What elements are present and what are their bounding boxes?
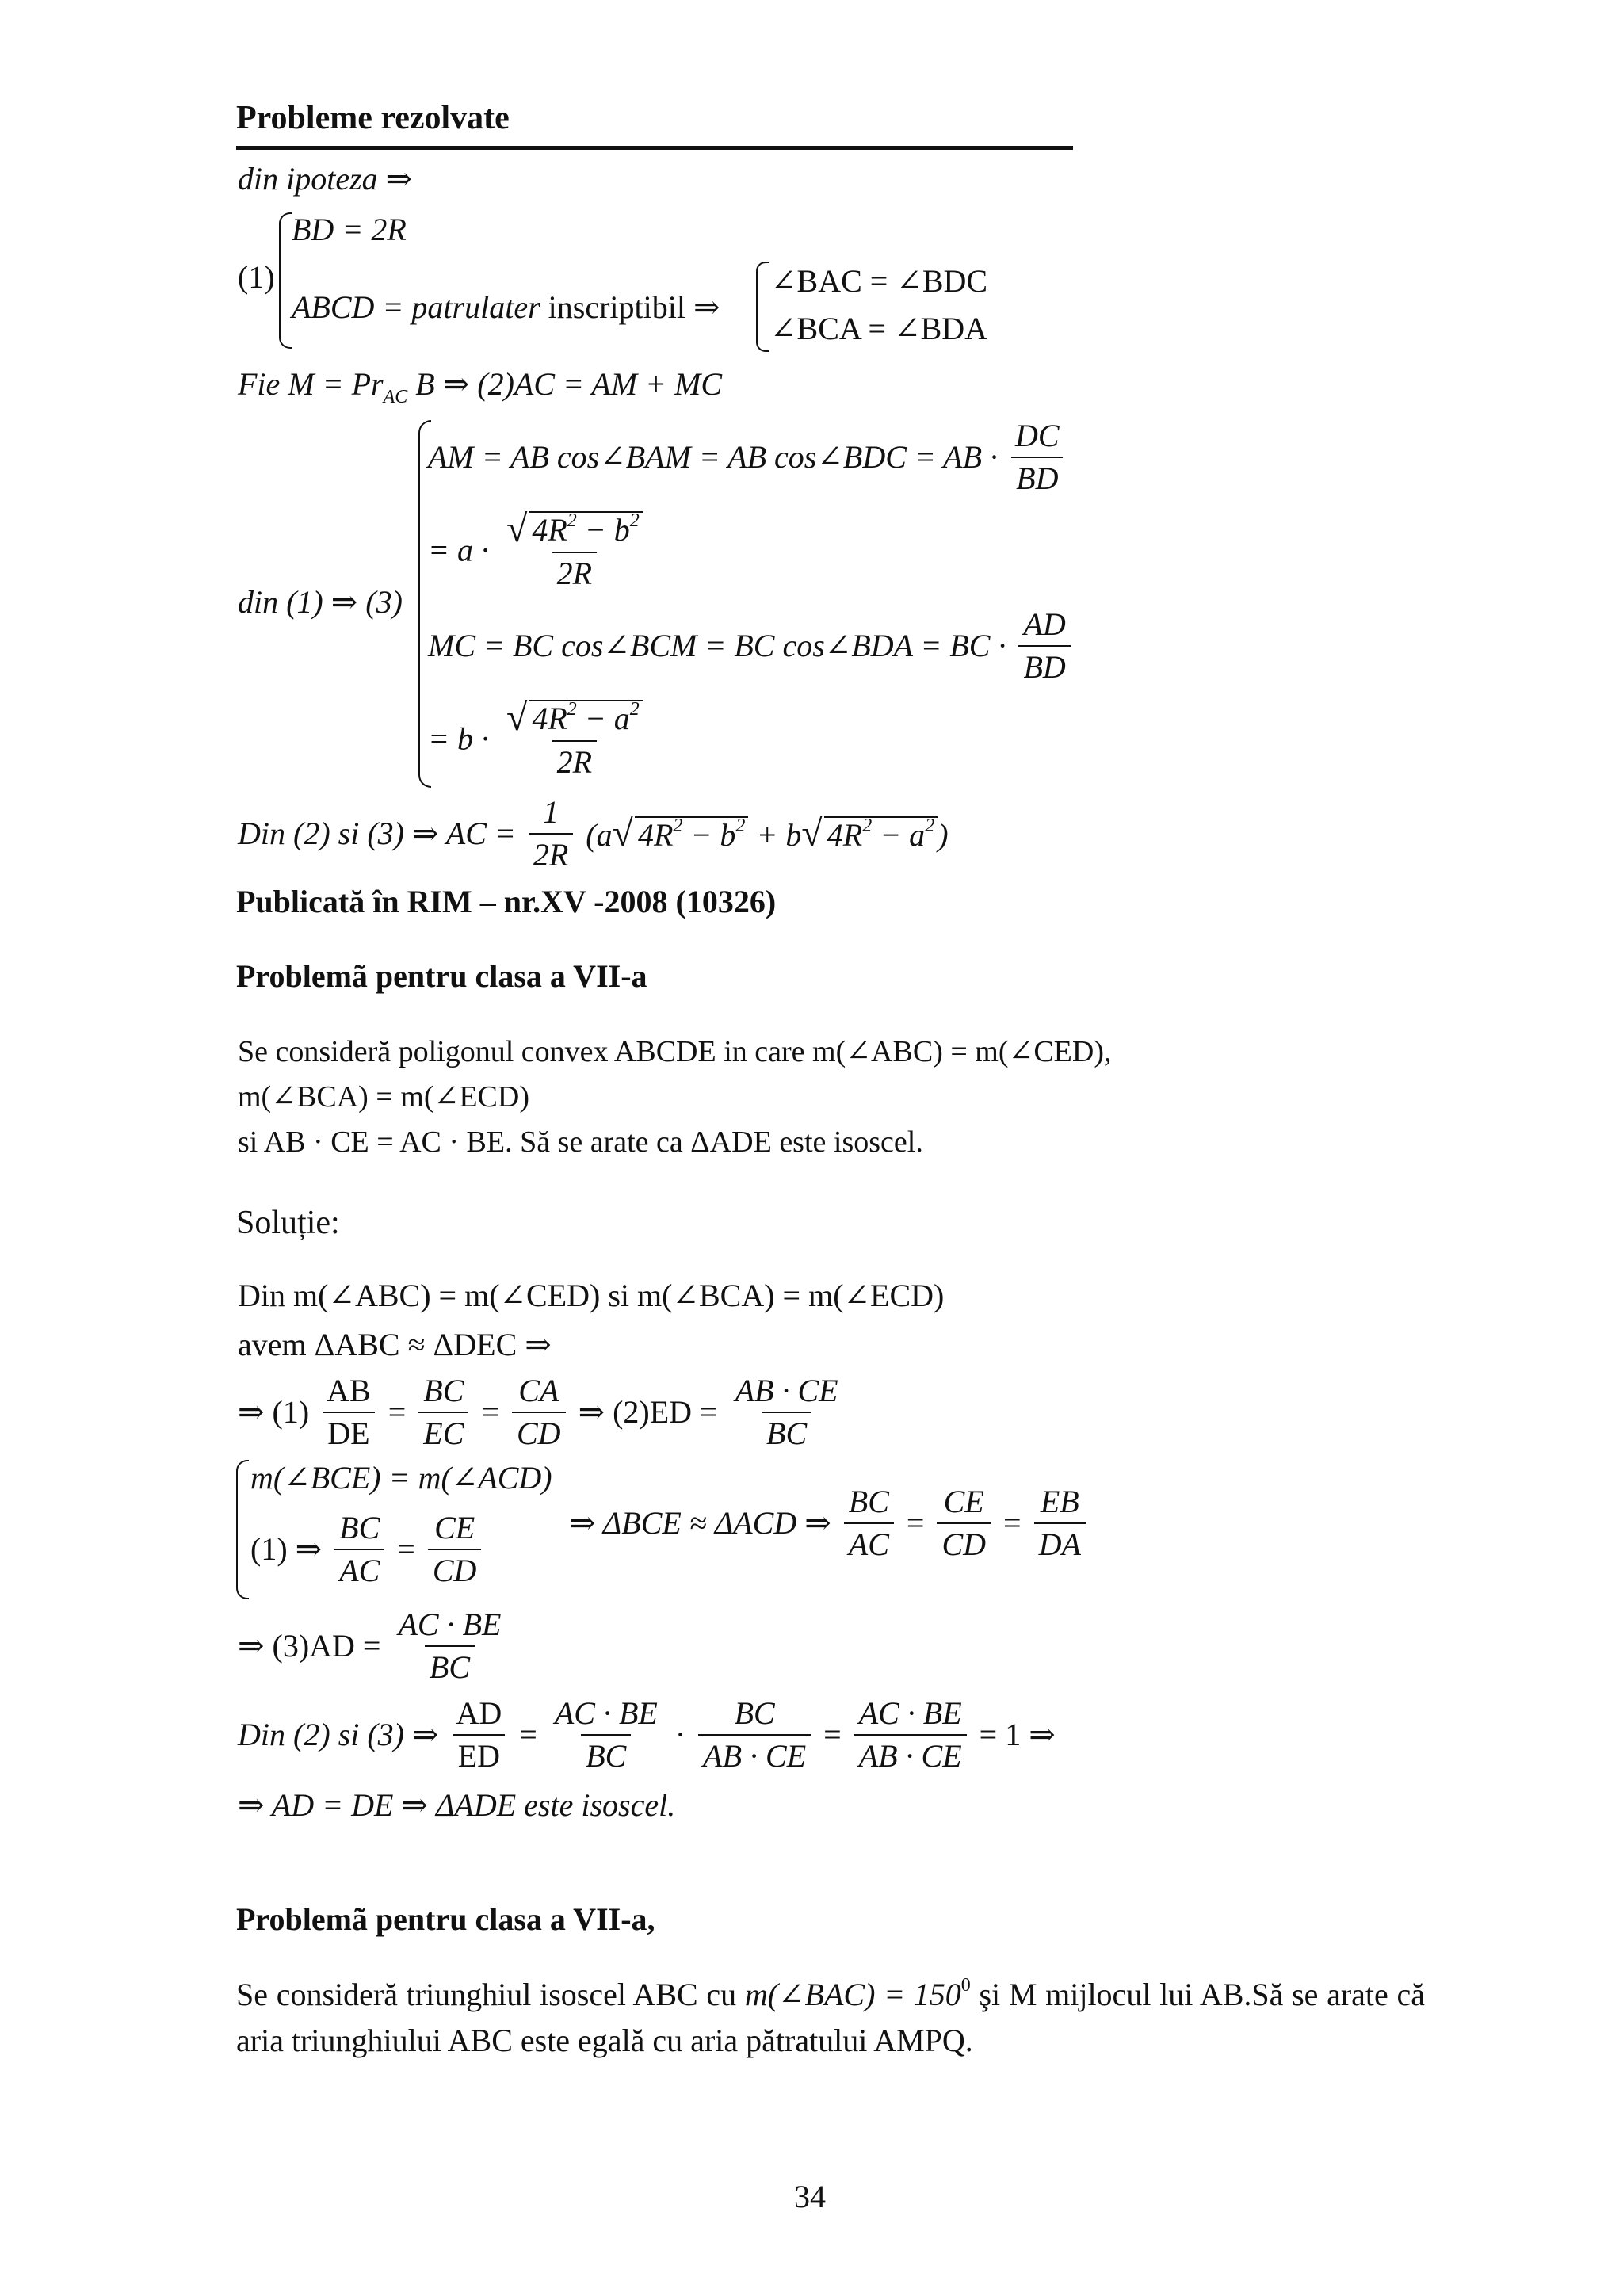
ratio-line: ⇒ (1) $\frac{AB}{DE}$ = $\frac{BC}{EC}$ = $\frac{CA}{CD}$ ⇒ (2)ED = $\frac{AB \cdot CE}{BC}$ [238,1373,838,1451]
similar-triangles-line: ⇒ ΔBCE ≈ ΔACD ⇒ $\frac{BC}{AC}$ = $\frac{CE}{CD}$ = $\frac{EB}{DA}$ [569,1486,1090,1561]
am-value: = a · √ $4R^2 - b^2$ 2R [428,511,652,590]
ac-formula: Din (2) si (3) ⇒ AC = $\frac{1}{2R}$ (a √ $4R^2 - b^2$ + b √ $4R^2 - a^2$ ) [238,794,949,873]
problem-2-title: Problemã pentru clasa a VII-a [236,958,647,994]
angle-bce-acd: m(∠BCE) = m(∠ACD) [250,1460,552,1496]
angle-eq-2: ∠BCA = ∠BDA [770,311,988,346]
ad-formula: ⇒ (3)AD = $\frac{AC \cdot BE}{BC}$ [238,1606,502,1685]
header-rule [236,146,1073,150]
problem-2-statement-1: Se consideră poligonul convex ABCDE in care m(∠ABC) = m(∠CED), [238,1035,1112,1068]
problem-2-statement-3: si AB · CE = AC · BE. Să se arate ca ΔADE este isoscel. [238,1125,923,1159]
left-brace [236,1460,249,1599]
final-ratio: Din (2) si (3) ⇒ $\frac{AD}{ED}$ = $\frac{AC \cdot BE}{BC}$ · $\frac{BC}{AB \cdot CE}$ = $\frac{AC \cdot BE}{AB \cdot CE}$ = 1 ⇒ [238,1695,1056,1774]
proof-line-1: din ipoteza ⇒ [238,161,413,197]
problem-3-title: Problemã pentru clasa a VII-a, [236,1901,655,1937]
proof-abcd-line: ABCD = patrulater inscriptibil ⇒ [292,289,720,325]
mc-line: MC = BC cos∠BCM = BC cos∠BDA = BC · $\frac{AD}{BD}$ [428,609,1075,683]
conclusion: ⇒ AD = DE ⇒ ΔADE este isoscel. [238,1787,676,1823]
mc-value: = b · √ $4R^2 - a^2$ 2R [428,700,652,778]
angle-eq-1: ∠BAC = ∠BDC [770,263,988,299]
solution-line-2: avem ΔABC ≈ ΔDEC ⇒ [238,1327,552,1362]
solution-label: Soluție: [236,1205,340,1241]
din-1-3: din (1) ⇒ (3) [238,584,403,620]
proof-fie-m: Fie $M = Pr_{AC}$ B ⇒ (2)AC = AM + MC [238,366,723,407]
proof-bd-2r: BD = 2R [292,212,407,247]
problem-2-statement-2: m(∠BCA) = m(∠ECD) [238,1080,529,1114]
left-brace [756,262,769,352]
solution-line-1: Din m(∠ABC) = m(∠CED) si m(∠BCA) = m(∠ECD) [238,1278,945,1313]
publication-note: Publicată în RIM – nr.XV -2008 (10326) [236,884,777,919]
am-line: AM = AB cos∠BAM = AB cos∠BDC = AB · $\frac{DC}{BD}$ [428,420,1069,495]
ratio-bc-ac: (1) ⇒ $\frac{BC}{AC}$ = $\frac{CE}{CD}$ [250,1512,486,1587]
label-1: (1) [238,259,275,295]
page-number: 34 [794,2179,826,2214]
left-brace [279,212,292,349]
page-header-title: Probleme rezolvate [236,100,510,136]
problem-3-statement: Se consideră triunghiul isoscel ABC cu m(∠BAC) = $150^0$ şi M mijlocul lui AB.Să se arate că aria triunghiului ABC este egală cu aria pătratului AMPQ. [236,1975,1425,2058]
